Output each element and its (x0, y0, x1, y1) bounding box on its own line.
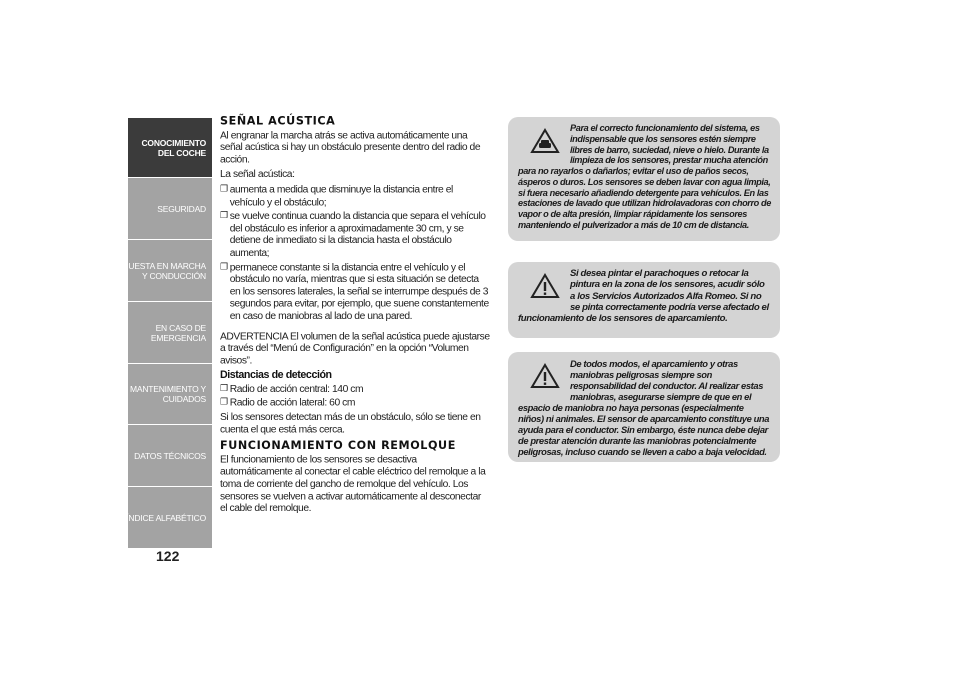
list-item-text: Radio de acción central: 140 cm (229, 382, 364, 395)
note-text: Si desea pintar el parachoques o retocar la pintura en la zona de los sensores, acudir sólo a los Servicios Autorizados Alfa Romeo. Si no se pinta correctamente podría verse afectado el funcionamiento de los sensores de aparcamiento. (518, 268, 769, 325)
list-item (220, 383, 490, 395)
checkbox-bullet-icon: ❒ (220, 382, 228, 394)
sidebar-item-emergencia[interactable] (128, 302, 212, 364)
note-box (508, 117, 780, 241)
sidebar-item-label: SEGURIDAD (157, 203, 206, 214)
page-number: 122 (156, 548, 180, 564)
sidebar-item-label: Y CONDUCCIÓN (141, 270, 206, 281)
checkbox-bullet-icon: ❒ (220, 397, 228, 408)
sidebar-item-label: CUIDADOS (162, 394, 206, 404)
list-item-text: Radio de acción lateral: 60 cm (229, 397, 355, 409)
note-text: Para el correcto funcionamiento del sistema, es indispensable que los sensores estén siempre libres de barro, suciedad, nieve o hielo. Durante la limpieza de los sensores, prestar mucha atención para no rayarlos o dañarlos; evitar el uso de paños secos, ásperos o duros. Los sensores se deben lavar con agua limpia, si fuera necesario añadiendo detergente para vehículos. En las estaciones de lavado que utilizan hidrolavadoras con chorro de vapor o de alta presión, limpiar rápidamente los sensores manteniendo el pulverizador a más de 10 cm de distancia. (518, 123, 771, 230)
intro-paragraph: Al engranar la marcha atrás se activa automáticamente una señal acústica si hay un obstáculo presente dentro del radio de acción. (220, 129, 481, 166)
list-item-text: se vuelve continua cuando la distancia que separa el vehículo del obstáculo es inferior a aproximadamente 30 cm, y se detiene de inmediato si la distancia hasta el obstáculo aumenta; (229, 210, 486, 259)
trailer-paragraph: El funcionamiento de los sensores se desactiva automáticamente al conectar el cable eléctrico del remolque a la toma de corriente del gancho de remolque del vehículo. Los sensores se vuelven a activar automáticamente al desconectar el cable del remolque. (220, 453, 486, 515)
sidebar-item-label: CONOCIMIENTO (141, 137, 206, 148)
sidebar-item-label: EN CASO DE (155, 322, 206, 333)
warning-triangle-icon (528, 272, 562, 300)
checkbox-bullet-icon: ❒ (220, 183, 228, 195)
list-item (220, 210, 490, 259)
warning-paragraph: ADVERTENCIA El volumen de la señal acústica puede ajustarse a través del “Menú de Configuración” en la opción “Volumen avisos”. (220, 330, 490, 367)
subsection-title: Distancias de detección (220, 369, 332, 382)
list-item (220, 184, 490, 208)
sidebar-item-label: DEL COCHE (157, 147, 206, 158)
sidebar-item-label: EMERGENCIA (150, 332, 206, 343)
car-sensor-icon (528, 127, 562, 155)
chapter-sidebar (122, 118, 212, 548)
note-box (508, 262, 780, 338)
sidebar-item-mantenimiento[interactable] (128, 364, 212, 425)
sidebar-item-label: DATOS TÉCNICOS (134, 450, 206, 461)
sidebar-item-indice[interactable] (128, 487, 212, 548)
sidebar-item-label: ÍNDICE ALFABÉTICO (126, 512, 206, 523)
sidebar-item-label: PUESTA EN MARCHA (122, 260, 206, 271)
list-item-text: aumenta a medida que disminuye la distancia entre el vehículo y el obstáculo; (229, 183, 453, 208)
distances-note: Si los sensores detectan más de un obstáculo, sólo se tiene en cuenta el que está más cerca. (220, 411, 481, 436)
list-item (220, 261, 490, 322)
list-item (220, 397, 490, 409)
sidebar-item-seguridad[interactable] (128, 178, 212, 240)
note-text: De todos modos, el aparcamiento y otras maniobras peligrosas siempre son responsabilidad del conductor. Al realizar estas maniobras, asegurarse siempre de que en el espacio de maniobra no haya personas (especialmente niños) ni animales. El sensor de aparcamiento constituye una ayuda para el conductor. Sin embargo, éste nunca debe dejar de prestar atención durante las maniobras potencialmente peligrosas, incluso cuando se lleven a cabo a baja velocidad. (518, 358, 770, 457)
sidebar-item-conocimiento[interactable] (128, 118, 212, 178)
note-box (508, 352, 780, 462)
sidebar-item-datos-tecnicos[interactable] (128, 425, 212, 487)
section-title: SEÑAL ACÚSTICA (220, 114, 336, 128)
main-column (220, 115, 490, 518)
signal-label: La señal acústica: (220, 168, 295, 181)
sidebar-item-label: MANTENIMIENTO Y (129, 384, 206, 394)
sidebar-item-puesta-en-marcha[interactable] (122, 240, 212, 302)
checkbox-bullet-icon: ❒ (220, 210, 228, 221)
list-item-text: permanece constante si la distancia entre el vehículo y el obstáculo no varía, mientras que si esta situación se detecta en los sensores laterales, la señal se interrumpe después de 3 segundos para evitar, por ejemplo, que suene constantemente en caso de maniobras al lado de una pared. (229, 261, 489, 322)
warning-triangle-icon (528, 362, 562, 390)
section-title: FUNCIONAMIENTO CON REMOLQUE (220, 438, 456, 453)
checkbox-bullet-icon: ❒ (220, 261, 228, 272)
